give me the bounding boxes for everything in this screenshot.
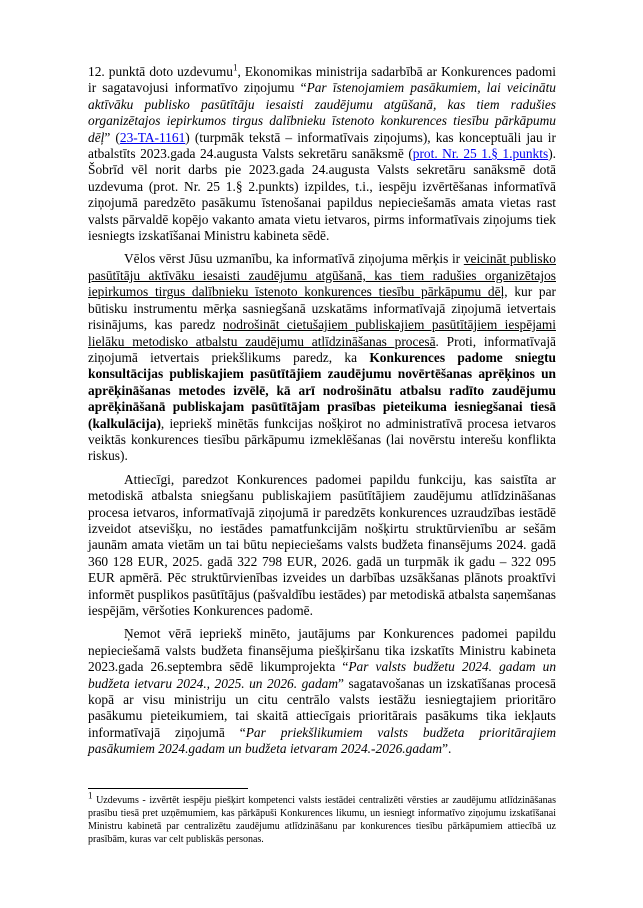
text-run: Uzdevums - izvērtēt iespēju piešķirt kompetenci valsts iestādei centralizēti vērsties ar zaudējumu atlīdzināšanas prasību tiesā pret uzņēmumiem, kas pārkāpuši Konkurences likumu, un iesniegt informatīvo ziņojumu izskatīšanai Ministru kabinetā par centralizētu zaudējumu atlīdzināšanu par konkurences tiesību pārkāpumiem attiecībā uz prasībām, kuras var celt publiskās personas. — [88, 795, 556, 845]
text-run: Par valsts budžetu 2024. gadam un budžeta ietvaru 2024., 2025. un 2026. gadam — [88, 659, 557, 691]
footnote-text — [88, 790, 556, 846]
text-run: 12. punktā doto uzdevumu — [88, 64, 233, 79]
paragraph-2 — [88, 251, 556, 464]
text-run: Par priekšlikumiem valsts budžeta prioritārajiem pasākumiem 2024.gadam un budžeta ietvaram 2024.-2026.gadam — [88, 724, 556, 757]
text-run: ”. — [442, 741, 452, 757]
text-run: . Proti, informatīvajā ziņojumā ietvertais priekšlikums paredz, ka — [88, 333, 556, 365]
text-run: , iepriekš minētās funkcijas nošķirot no administratīvā procesa ietvaros veiktās konkurences tiesību pārkāpumu izmeklēšanas (lai novērstu interešu konflikta riskus). — [88, 415, 556, 464]
paragraph-3 — [88, 472, 556, 620]
text-run: ” sagatavošanas un izskatīšanas procesā kopā ar visu ministriju un citu centrālo valsts iestāžu iesniegtajiem prioritāro pasākumu pieteikumiem, tai skaitā attiecīgais prioritārais pasākums tika iekļauts informatīvajā ziņojumā “ — [88, 675, 556, 740]
paragraph-1 — [88, 64, 556, 244]
footnote-reference: 1 — [88, 790, 93, 801]
footnote-area — [88, 788, 556, 846]
document-link[interactable]: 23-TA-1161 — [119, 129, 186, 145]
footnote-separator — [88, 788, 248, 789]
text-run: Vēlos vērst Jūsu uzmanību, ka informatīvā ziņojuma mērķis ir — [124, 251, 464, 267]
text-run: ) (turpmāk tekstā – informatīvais ziņojums), kas konceptuāli jau ir atbalstīts 2023.gada 24.augusta Valsts sekretāru sanāksmē ( — [88, 129, 556, 162]
text-run: veicināt publisko pasūtītāju aktīvāku iesaisti zaudējumu atgūšanā, kas tiem radušies organizētajos iepirkumos tirgus dalībnieku īstenoto konkurences tiesību pārkāpumu dēļ — [88, 251, 556, 300]
text-run: , Ekonomikas ministrija sadarbībā ar Konkurences padomi ir sagatavojusi informatīvo ziņojumu “ — [88, 64, 556, 96]
text-run: , kur par būtisku instrumentu mērķa sasniegšanā uzskatāms informatīvajā ziņojumā ietvertais risinājums, kas paredz — [88, 284, 556, 333]
text-run: nodrošināt cietušajiem publiskajiem pasūtītājiem iespējami lielāku metodisko atbalstu zaudējumu atlīdzināšanas procesā — [88, 317, 556, 349]
paragraph-4 — [88, 626, 556, 757]
document-link[interactable]: prot. Nr. 25 1.§ 1.punkts — [412, 146, 549, 162]
text-run: Ņemot vērā iepriekš minēto, jautājums par Konkurences padomei papildu nepieciešamā valsts budžeta finansējuma piešķiršanu tika izskatīts Ministru kabineta 2023.gada 26.septembra sēdē likumprojekta “ — [88, 626, 556, 675]
text-run: ” ( — [104, 129, 120, 145]
text-run: Konkurences padome sniegtu konsultācijas publiskajiem pasūtītājiem zaudējumu novērtēšanas aprēķinos un aprēķināšanas metodes izvēlē, kā arī nodrošinātu atbalsu radīto zaudējumu aprēķināšanā publiskajam pasūtītājam prasības pieteikuma iesniegšanai tiesā (kalkulācija) — [88, 349, 556, 431]
footnote-reference: 1 — [232, 62, 238, 73]
document-body — [88, 64, 556, 758]
text-run: ). Šobrīd vēl norit darbs pie 2023.gada 24.augusta Valsts sekretāru sanāksmē dotā uzdevuma (prot. Nr. 25 1.§ 2.punkts) izpildes, t.i., iespēju izvērtēšanas informatīvā ziņojumā paredzēto pasākumu īstenošanai papildus nepieciešamās amata vietas rast valsts pārvaldē kopējo vakanto amata vietu ietvaros, pirms informatīvais ziņojums tiek iesniegts izskatīšanai Ministru kabineta sēdē. — [88, 146, 556, 244]
text-run: Par īstenojamiem pasākumiem, lai veicinātu aktīvāku publisko pasūtītāju iesaisti zaudējumu atgūšanā, kas tiem radušies organizētajos iepirkumos tirgus dalībnieku īstenoto konkurences tiesību pārkāpumu dēļ — [88, 80, 556, 145]
text-run: Attiecīgi, paredzot Konkurences padomei papildu funkciju, kas saistīta ar metodiskā atbalsta sniegšanu publiskajiem pasūtītājiem zaudējumu atlīdzināšanas procesa ietvaros, informatīvajā ziņojumā ir paredzēts konkurences uzraudzības iestādē izveidot atsevišķu, no iestādes pamatfunkcijām nošķirtu struktūrvienību ar sešām jaunām amata vietām un tai būtu nepieciešams valsts budžeta finansējums 2024. gadā 360 128 EUR, 2025. gadā 322 798 EUR, 2026. gadā un turpmāk ik gadu – 322 095 EUR apmērā. Pēc struktūrvienības izveides un darbības uzsākšanas plānots proaktīvi informēt pusplikos pasūtītājus (pašvaldību iestādes) par metodiskā atbalsta saņemšanas iespējām, vēršoties Konkurences padomē. — [88, 471, 556, 618]
